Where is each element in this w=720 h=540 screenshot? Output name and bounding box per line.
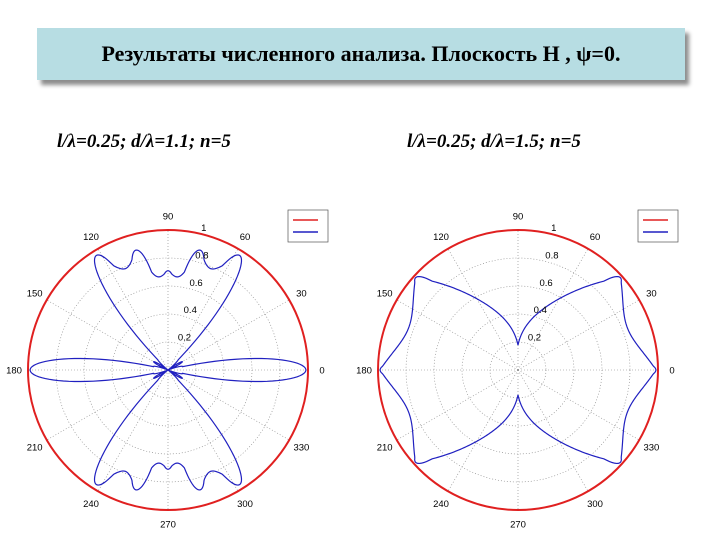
angle-tick-label: 0 bbox=[319, 365, 325, 377]
grid-spoke bbox=[518, 249, 588, 370]
radial-tick-label: 1 bbox=[201, 223, 207, 235]
grid-spoke bbox=[518, 370, 639, 440]
angle-tick-label: 30 bbox=[296, 288, 307, 300]
page-title: Результаты численного анализа. Плоскость Н , ψ=0. bbox=[101, 41, 621, 66]
chart-right-subtitle: l/λ=0.25; d/λ=1.5; n=5 bbox=[407, 131, 581, 152]
grid-spoke bbox=[448, 370, 518, 491]
radial-tick-label: 0.6 bbox=[539, 277, 553, 289]
angle-tick-label: 60 bbox=[239, 232, 251, 244]
angle-tick-label: 60 bbox=[589, 232, 601, 244]
grid-spoke bbox=[98, 370, 168, 491]
angle-tick-label: 90 bbox=[512, 211, 524, 223]
angle-tick-label: 300 bbox=[237, 498, 253, 510]
radial-tick-label: 0.2 bbox=[177, 332, 192, 344]
grid-spoke bbox=[518, 370, 588, 491]
grid-spoke bbox=[168, 370, 238, 491]
angle-tick-label: 150 bbox=[26, 288, 43, 300]
radial-tick-label: 0.6 bbox=[189, 277, 203, 289]
angle-tick-label: 150 bbox=[376, 288, 393, 300]
angle-tick-label: 120 bbox=[433, 232, 449, 244]
title-banner bbox=[37, 28, 685, 80]
angle-tick-label: 330 bbox=[643, 442, 660, 454]
chart-legend bbox=[288, 210, 328, 242]
grid-spoke bbox=[98, 249, 168, 370]
radial-tick-label: 1 bbox=[551, 223, 557, 235]
polar-chart-right bbox=[356, 200, 678, 535]
angle-tick-label: 90 bbox=[162, 211, 174, 223]
grid-spoke bbox=[168, 249, 238, 370]
radial-tick-label: 0.8 bbox=[195, 250, 209, 262]
angle-tick-label: 0 bbox=[669, 365, 675, 377]
angle-tick-label: 30 bbox=[646, 288, 657, 300]
angle-tick-label: 240 bbox=[83, 498, 99, 510]
angle-tick-label: 270 bbox=[510, 519, 526, 531]
angle-tick-label: 180 bbox=[6, 365, 22, 377]
chart-left-subtitle: l/λ=0.25; d/λ=1.1; n=5 bbox=[57, 131, 231, 152]
angle-tick-label: 210 bbox=[376, 442, 393, 454]
angle-tick-label: 210 bbox=[26, 442, 43, 454]
angle-tick-label: 270 bbox=[160, 519, 176, 531]
grid-spoke bbox=[448, 249, 518, 370]
legend-box bbox=[288, 210, 328, 242]
chart-legend bbox=[638, 210, 678, 242]
angle-tick-label: 120 bbox=[83, 232, 99, 244]
polar-chart-left bbox=[6, 200, 328, 535]
radial-tick-label: 0.8 bbox=[545, 250, 559, 262]
radial-tick-label: 0.2 bbox=[527, 332, 542, 344]
radial-tick-label: 0.4 bbox=[183, 305, 197, 317]
angle-tick-label: 300 bbox=[587, 498, 603, 510]
angle-tick-label: 180 bbox=[356, 365, 372, 377]
grid-spoke bbox=[397, 370, 518, 440]
angle-tick-label: 240 bbox=[433, 498, 449, 510]
legend-box bbox=[638, 210, 678, 242]
angle-tick-label: 330 bbox=[293, 442, 310, 454]
radial-tick-label: 0.4 bbox=[533, 305, 547, 317]
grid-spoke bbox=[397, 300, 518, 370]
